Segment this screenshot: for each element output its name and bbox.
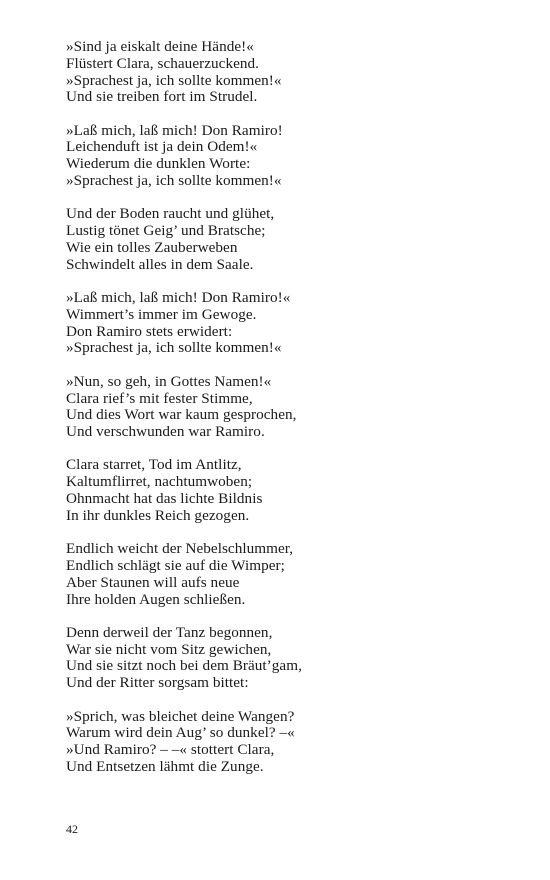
poem-line: »Und Ramiro? – –« stottert Clara, bbox=[66, 741, 275, 759]
poem-line: Endlich weicht der Nebelschlummer, bbox=[66, 540, 294, 558]
stanza-9 bbox=[66, 709, 506, 776]
poem-line: Don Ramiro stets erwidert: bbox=[66, 322, 233, 340]
poem-line: Leichenduft ist ja dein Odem!« bbox=[66, 138, 258, 156]
poem-line: »Sind ja eiskalt deine Hände!« bbox=[66, 38, 254, 55]
poem-line: Ihre holden Augen schließen. bbox=[66, 590, 246, 608]
poem-body bbox=[66, 39, 506, 792]
poem-line: Endlich schlägt sie auf die Wimper; bbox=[66, 556, 285, 574]
poem-line: Und Entsetzen lähmt die Zunge. bbox=[66, 757, 264, 775]
poem-line: In ihr dunkles Reich gezogen. bbox=[66, 506, 250, 524]
poem-line: Flüstert Clara, schauerzuckend. bbox=[66, 54, 260, 72]
stanza-7 bbox=[66, 541, 506, 608]
poem-line: »Sprachest ja, ich sollte kommen!« bbox=[66, 71, 282, 89]
poem-line: Ohnmacht hat das lichte Bildnis bbox=[66, 490, 263, 508]
poem-line: »Nun, so geh, in Gottes Namen!« bbox=[66, 372, 272, 390]
poem-line: Denn derweil der Tanz begonnen, bbox=[66, 623, 273, 641]
poem-line: Clara rief’s mit fester Stimme, bbox=[66, 389, 253, 407]
poem-line: Lustig tönet Geig’ und Bratsche; bbox=[66, 222, 266, 240]
stanza-2 bbox=[66, 123, 506, 190]
page-number: 42 bbox=[66, 822, 78, 836]
poem-line: Wie ein tolles Zauberweben bbox=[66, 238, 238, 256]
poem-line: Wiederum die dunklen Worte: bbox=[66, 155, 251, 173]
poem-line: Und sie treiben fort im Strudel. bbox=[66, 88, 258, 106]
poem-line: »Sprachest ja, ich sollte kommen!« bbox=[66, 172, 282, 190]
poem-line: Wimmert’s immer im Gewoge. bbox=[66, 305, 257, 323]
poem-line: »Sprachest ja, ich sollte kommen!« bbox=[66, 339, 282, 357]
poem-line: Aber Staunen will aufs neue bbox=[66, 573, 240, 591]
poem-line: »Laß mich, laß mich! Don Ramiro! bbox=[66, 121, 283, 139]
poem-line: Schwindelt alles in dem Saale. bbox=[66, 255, 254, 273]
stanza-1 bbox=[66, 39, 506, 106]
poem-line: »Sprich, was bleichet deine Wangen? bbox=[66, 707, 295, 725]
stanza-3 bbox=[66, 206, 506, 273]
stanza-6 bbox=[66, 457, 506, 524]
stanza-4 bbox=[66, 290, 506, 357]
poem-line: Und dies Wort war kaum gesprochen, bbox=[66, 406, 297, 424]
poem-line: Und sie sitzt noch bei dem Bräut’gam, bbox=[66, 657, 302, 675]
poem-line: Warum wird dein Aug’ so dunkel? –« bbox=[66, 724, 295, 742]
poem-line: Und der Boden raucht und glühet, bbox=[66, 205, 275, 223]
poem-line: War sie nicht vom Sitz gewichen, bbox=[66, 640, 272, 658]
poem-line: Kaltumflirret, nachtumwoben; bbox=[66, 473, 253, 491]
stanza-8 bbox=[66, 625, 506, 692]
stanza-5 bbox=[66, 374, 506, 441]
poem-line: Und der Ritter sorgsam bittet: bbox=[66, 674, 249, 692]
poem-line: Clara starret, Tod im Antlitz, bbox=[66, 456, 242, 474]
poem-line: Und verschwunden war Ramiro. bbox=[66, 423, 265, 441]
poem-line: »Laß mich, laß mich! Don Ramiro!« bbox=[66, 289, 291, 307]
